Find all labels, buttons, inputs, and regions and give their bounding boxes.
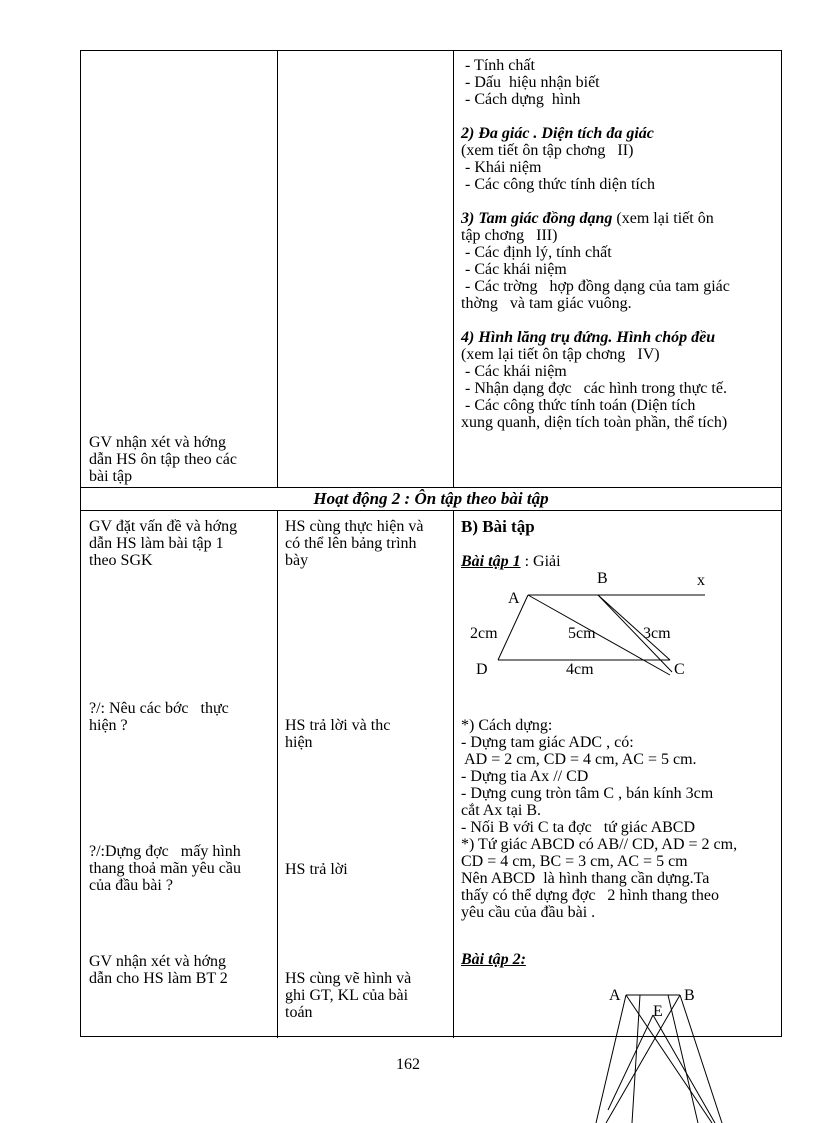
point-b-label: B — [597, 570, 608, 587]
text-line: ?/: Nêu các bớc thực — [89, 700, 229, 717]
text-line: yêu cầu của đầu bài . — [461, 904, 596, 921]
text-line: dẫn cho HS làm BT 2 — [89, 970, 228, 987]
text-line: theo SGK — [89, 552, 153, 569]
activity-heading: Hoạt động 2 : Ôn tập theo bài tập — [313, 489, 549, 508]
text-line: - Các định lý, tính chất — [461, 244, 612, 261]
text-line: GV đặt vấn đề và hớng — [89, 518, 238, 535]
text-line: *) Tứ giác ABCD có AB// CD, AD = 2 cm, — [461, 836, 738, 853]
text-line: có thể lên bảng trình — [285, 535, 417, 552]
text-line: (xem lại tiết ôn — [612, 210, 714, 227]
section-title: 3) Tam giác đồng dạng — [461, 210, 613, 227]
text-line: : Giải — [520, 553, 561, 570]
text-line: - Dựng cung tròn tâm C , bán kính 3cm — [461, 785, 714, 802]
text-line: AD = 2 cm, CD = 4 cm, AC = 5 cm. — [461, 751, 697, 768]
text-line: - Dựng tam giác ADC , có: — [461, 734, 634, 751]
text-line: - Các khái niệm — [461, 261, 567, 278]
text-line: - Dựng tia Ax // CD — [461, 768, 589, 785]
ray-x-label: x — [697, 572, 705, 589]
text-line: - Dấu hiệu nhận biết — [461, 74, 600, 91]
text-line: HS cùng vẽ hình và — [285, 970, 412, 987]
text-line: HS cùng thực hiện và — [285, 518, 424, 535]
point-a-label: A — [609, 987, 621, 1004]
text-line: CD = 4 cm, BC = 3 cm, AC = 5 cm — [461, 853, 688, 870]
text-line: (xem lại tiết ôn tập chơng IV) — [461, 346, 660, 363]
section-title: 2) Đa giác . Diện tích đa giác — [461, 125, 654, 142]
section-title: 4) Hình lăng trụ đứng. Hình chóp đều — [461, 329, 716, 346]
text-line: GV nhận xét và hớng — [89, 434, 227, 451]
text-line: HS trả lời và thc — [285, 717, 391, 734]
text-line: ghi GT, KL của bài — [285, 987, 409, 1004]
text-line: ?/:Dựng đợc mấy hình — [89, 843, 241, 860]
point-b-label: B — [684, 987, 695, 1004]
point-a-label: A — [508, 590, 520, 607]
text-line: dẫn HS làm bài tập 1 — [89, 535, 224, 552]
text-line: - Nhận dạng đợc các hình trong thực tế. — [461, 380, 727, 397]
text-line: - Tính chất — [461, 57, 535, 74]
text-line: toán — [285, 1004, 313, 1021]
text-line: - Các công thức tính diện tích — [461, 176, 655, 193]
page-number: 162 — [396, 1056, 420, 1073]
text-line: hiện ? — [89, 717, 128, 734]
text-line: bày — [285, 552, 309, 569]
length-ac-label: 5cm — [568, 625, 596, 642]
text-line: - Cách dựng hình — [461, 91, 581, 108]
text-line: thang thoả mãn yêu cầu — [89, 860, 241, 877]
point-c-label: C — [674, 661, 685, 678]
text-line: Nên ABCD là hình thang cần dựng.Ta — [461, 870, 710, 887]
text-line: cắt Ax tại B. — [461, 802, 541, 819]
text-line: bài tập — [89, 468, 133, 485]
text-line: tập chơng III) — [461, 227, 558, 244]
text-line: - Các công thức tính toán (Diện tích — [461, 397, 696, 414]
text-line: - Các trờng hợp đồng dạng của tam giác — [461, 278, 730, 295]
text-line: - Các khái niệm — [461, 363, 567, 380]
text-line: của đầu bài ? — [89, 877, 173, 894]
point-e-label: E — [653, 1003, 663, 1020]
section-b-title: B) Bài tập — [461, 517, 535, 536]
exercise-2-label: Bài tập 2: — [461, 951, 526, 968]
text-line: thờng và tam giác vuông. — [461, 295, 632, 312]
text-line: hiện — [285, 734, 313, 751]
text-line: dẫn HS ôn tập theo các — [89, 451, 237, 468]
length-ad-label: 2cm — [470, 625, 498, 642]
text-line: - Nối B với C ta đợc tứ giác ABCD — [461, 819, 696, 836]
text-line: HS trả lời — [285, 861, 348, 878]
text-line: xung quanh, diện tích toàn phần, thể tích) — [461, 414, 728, 431]
text-line: GV nhận xét và hớng — [89, 953, 227, 970]
exercise-1-label: Bài tập 1 — [461, 553, 521, 570]
length-bc-label: 3cm — [643, 625, 671, 642]
text-line: - Khái niệm — [461, 159, 542, 176]
text-line: thấy có thể dựng đợc 2 hình thang theo — [461, 887, 719, 904]
text-line: *) Cách dựng: — [461, 717, 553, 734]
point-d-label: D — [476, 661, 488, 678]
length-dc-label: 4cm — [566, 661, 594, 678]
text-line: (xem tiết ôn tập chơng II) — [461, 142, 634, 159]
